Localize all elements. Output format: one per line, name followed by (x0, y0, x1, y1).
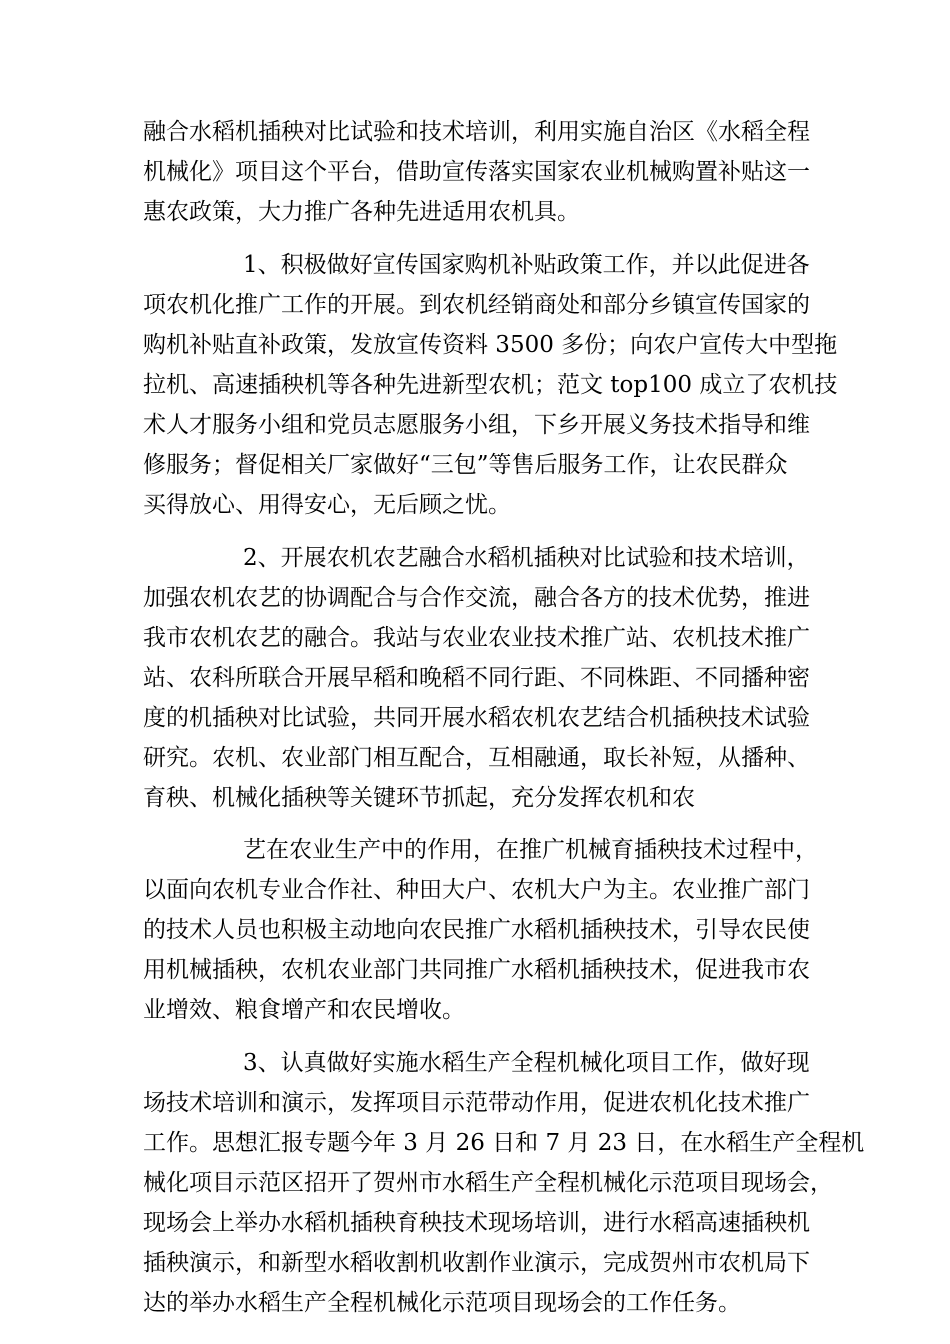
text-line: 修服务；督促相关厂家做好“三包”等售后服务工作，让农民群众 (143, 452, 788, 478)
text-line: 购机补贴直补政策，发放宣传资料 3500 多份；向农户宣传大中型拖 (143, 332, 838, 358)
text-line: 插秧演示，和新型水稻收割机收割作业演示，完成贺州市农机局下 (143, 1250, 810, 1276)
text-line: 机械化》项目这个平台，借助宣传落实国家农业机械购置补贴这一 (143, 159, 810, 185)
text-line: 加强农机农艺的协调配合与合作交流，融合各方的技术优势，推进 (143, 585, 810, 611)
text-line: 场技术培训和演示，发挥项目示范带动作用，促进农机化技术推广 (143, 1090, 810, 1116)
text-line: 的技术人员也积极主动地向农民推广水稻机插秧技术，引导农民使 (143, 917, 810, 943)
text-line: 术人才服务小组和党员志愿服务小组，下乡开展义务技术指导和维 (143, 412, 810, 438)
text-line: 现场会上举办水稻机插秧育秧技术现场培训，进行水稻高速插秧机 (143, 1210, 810, 1236)
text-line: 械化项目示范区招开了贺州市水稻生产全程机械化示范项目现场会， (143, 1170, 833, 1196)
text-line: 惠农政策，大力推广各种先进适用农机具。 (143, 199, 580, 225)
text-line: 业增效、粮食增产和农民增收。 (143, 997, 465, 1023)
text-line: 2、开展农机农艺融合水稻机插秧对比试验和技术培训， (243, 545, 810, 571)
text-line: 研究。农机、农业部门相互配合，互相融通，取长补短，从播种、 (143, 745, 810, 771)
text-line: 用机械插秧，农机农业部门共同推广水稻机插秧技术，促进我市农 (143, 957, 810, 983)
text-line: 达的举办水稻生产全程机械化示范项目现场会的工作任务。 (143, 1290, 741, 1316)
text-line: 站、农科所联合开展早稻和晚稻不同行距、不同株距、不同播种密 (143, 665, 810, 691)
text-line: 1、积极做好宣传国家购机补贴政策工作，并以此促进各 (243, 252, 810, 278)
text-line: 工作。思想汇报专题今年 3 月 26 日和 7 月 23 日，在水稻生产全程机 (143, 1130, 865, 1156)
text-line: 买得放心、用得安心，无后顾之忧。 (143, 492, 511, 518)
text-line: 拉机、高速插秧机等各种先进新型农机；范文 top100 成立了农机技 (143, 372, 838, 398)
text-line: 融合水稻机插秧对比试验和技术培训，利用实施自治区《水稻全程 (143, 119, 810, 145)
text-line: 度的机插秧对比试验，共同开展水稻农机农艺结合机插秧技术试验 (143, 705, 810, 731)
text-line: 艺在农业生产中的作用，在推广机械育插秧技术过程中， (243, 837, 818, 863)
text-line: 以面向农机专业合作社、种田大户、农机大户为主。农业推广部门 (143, 877, 810, 903)
text-line: 项农机化推广工作的开展。到农机经销商处和部分乡镇宣传国家的 (143, 292, 810, 318)
text-line: 3、认真做好实施水稻生产全程机械化项目工作，做好现 (243, 1050, 810, 1076)
text-line: 我市农机农艺的融合。我站与农业农业技术推广站、农机技术推广 (143, 625, 810, 651)
text-line: 育秧、机械化插秧等关键环节抓起，充分发挥农机和农 (143, 785, 695, 811)
